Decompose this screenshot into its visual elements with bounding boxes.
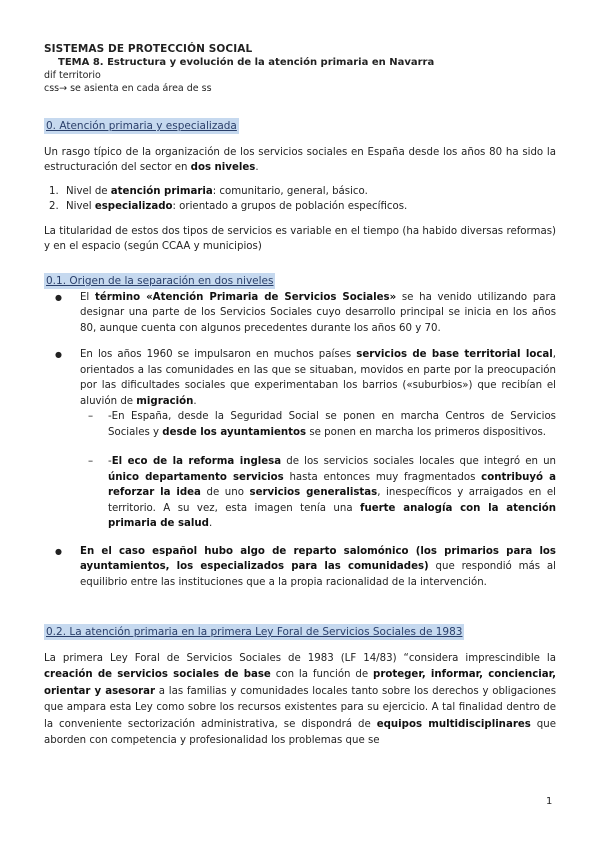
list-item: 1. Nivel de atención primaria: comunitario, general, básico. bbox=[62, 184, 556, 200]
section-0-1-bullets bbox=[44, 290, 556, 591]
handwritten-note-2: css→ se asienta en cada área de ss bbox=[44, 83, 212, 94]
section-0 bbox=[44, 118, 556, 255]
section-0-paragraph-2: La titularidad de estos dos tipos de servicios es variable en el tiempo (ha habido diversas reformas) y en el espacio (según CCAA y municipios) bbox=[44, 225, 556, 252]
list-item: ● El término «Atención Primaria de Servicios Sociales» se ha venido utilizando para designar una parte de los Servicios Sociales cuyo desarrollo principal se inicia en los años 80, aunque cuenta con algunos precedentes durante los años 60 y 70. bbox=[80, 290, 556, 337]
document-title: SISTEMAS DE PROTECCIÓN SOCIAL bbox=[44, 43, 253, 55]
section-0-2 bbox=[44, 624, 556, 750]
levels-list bbox=[44, 184, 556, 215]
list-item: ● En el caso español hubo algo de reparto salomónico (los primarios para los ayuntamientos, los especializados para las comunidades) que respondió más al equilibrio entre las instituciones que a la propia racionalidad de la intervención. bbox=[80, 544, 556, 591]
section-0-intro: Un rasgo típico de la organización de los servicios sociales en España desde los años 80 ha sido la estructuración del sector en dos niveles. bbox=[44, 146, 556, 173]
section-0-heading: 0. Atención primaria y especializada bbox=[46, 120, 237, 132]
list-item: ● En los años 1960 se impulsaron en muchos países servicios de base territorial local, orientados a las comunidades en las que se situaban, movidos en parte por la preocupación por las dificultades sociales que experimentaban los barrios («suburbios») que recibían el aluvión de migración. – -En España, desde la Seguridad Social se ponen en marcha Centros de Servicios Sociales y desde los ayuntamientos se ponen en marcha los primeros dispositivos. – -El eco de la reforma inglesa de los servicios sociales locales que integró en un único departamento servicios hasta entonces muy fragmentados contribuyó a reforzar la idea de uno servicios generalistas, inespecíficos y arraigados en el territorio. A su vez, esta imagen tenía una fuerte analogía con la atención primaria de salud. bbox=[80, 347, 556, 532]
section-0-1-heading: 0.1. Origen de la separación en dos niveles bbox=[46, 275, 274, 287]
page-number: 1 bbox=[546, 796, 553, 807]
section-0-1 bbox=[44, 273, 556, 590]
handwritten-note-1: dif territorio bbox=[44, 70, 101, 81]
section-0-2-heading: 0.2. La atención primaria en la primera Ley Foral de Servicios Sociales de 1983 bbox=[46, 626, 463, 638]
document-header bbox=[44, 43, 564, 95]
list-item: 2. Nivel especializado: orientado a grupos de población específicos. bbox=[62, 199, 556, 215]
sub-list-item: – -El eco de la reforma inglesa de los servicios sociales locales que integró en un único departamento servicios hasta entonces muy fragmentados contribuyó a reforzar la idea de uno servicios generalistas, inespecíficos y arraigados en el territorio. A su vez, esta imagen tenía una fuerte analogía con la atención primaria de salud. bbox=[108, 454, 556, 532]
section-0-2-paragraph: La primera Ley Foral de Servicios Sociales de 1983 (LF 14/83) “considera imprescindible la creación de servicios sociales de base con la función de proteger, informar, concienciar, orientar y asesorar a las familias y comunidades locales tanto sobre los derechos y obligaciones que ampara esta Ley como sobre los recursos existentes para su ejercicio. A tal finalidad dentro de la conveniente sectorización administrativa, se dispondrá de equipos multidisciplinares que aborden con competencia y profesionalidad los problemas que se bbox=[44, 652, 556, 746]
sub-list-item: – -En España, desde la Seguridad Social se ponen en marcha Centros de Servicios Sociales y desde los ayuntamientos se ponen en marcha los primeros dispositivos. bbox=[108, 409, 556, 440]
document-subtitle: TEMA 8. Estructura y evolución de la atención primaria en Navarra bbox=[58, 57, 435, 68]
sub-list bbox=[80, 409, 556, 532]
